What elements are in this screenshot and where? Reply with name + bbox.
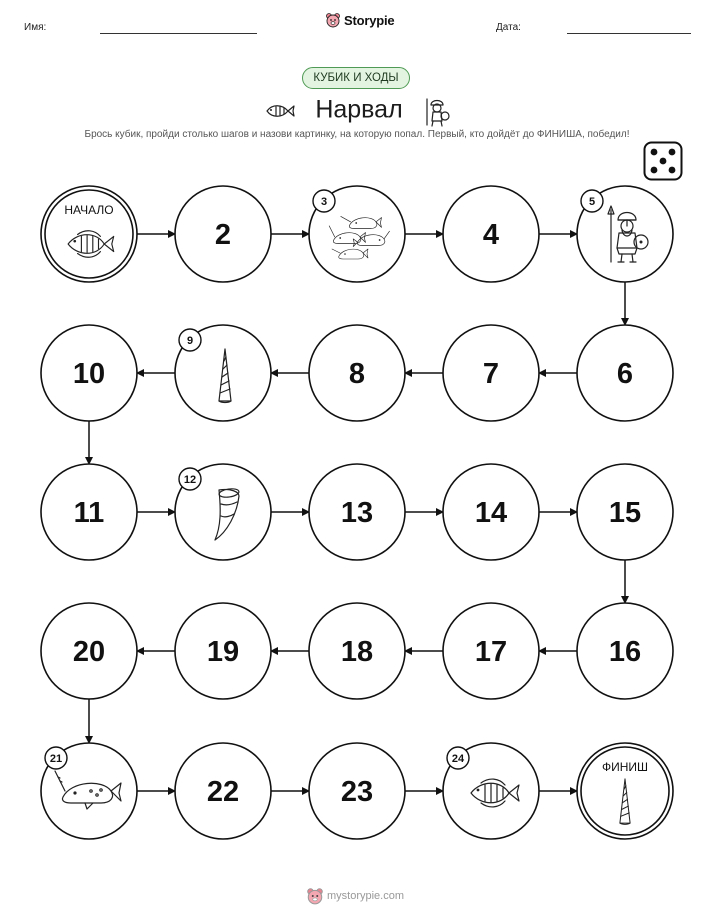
cell-number: 19 (206, 636, 240, 668)
cell-number: 17 (474, 636, 508, 668)
board-cell[interactable] (41, 325, 137, 421)
board-cell[interactable] (443, 743, 539, 839)
board-cell[interactable] (577, 325, 673, 421)
game-type-badge: КУБИК И ХОДЫ (302, 67, 410, 89)
cell-number: 16 (608, 636, 642, 668)
finish-label: ФИНИШ (601, 760, 649, 774)
cell-number: 3 (320, 196, 328, 208)
finish-cell[interactable] (577, 743, 673, 839)
board-cell[interactable] (577, 464, 673, 560)
cell-number: 18 (340, 636, 374, 668)
cell-number: 6 (616, 358, 634, 390)
board-cell[interactable] (41, 464, 137, 560)
board-cell[interactable] (175, 186, 271, 282)
instructions: Брось кубик, пройди столько шагов и назови картинку, на которую попал. Первый, кто дойдёт до ФИНИША, победил! (84, 129, 630, 140)
footer (306, 887, 404, 905)
board-cell[interactable] (175, 464, 271, 560)
board-cell[interactable] (309, 743, 405, 839)
board-cell[interactable] (443, 603, 539, 699)
cell-number: 12 (183, 474, 197, 486)
brand-name: Storypie (344, 12, 395, 28)
board-cell[interactable] (443, 186, 539, 282)
footer-url[interactable]: mystorypie.com (327, 890, 405, 902)
board-cell[interactable] (175, 743, 271, 839)
board-cell[interactable] (577, 186, 673, 282)
cell-number: 23 (340, 776, 374, 808)
cell-number: 7 (482, 358, 500, 390)
cell-number: 24 (451, 753, 465, 765)
board-cell[interactable] (309, 325, 405, 421)
cell-number: 8 (348, 358, 366, 390)
bear-icon (306, 887, 324, 905)
date-label: Дата: (496, 22, 521, 33)
cell-number: 4 (482, 219, 500, 251)
cell-number: 13 (340, 497, 374, 529)
start-label: НАЧАЛО (64, 203, 114, 217)
board-cell[interactable] (577, 603, 673, 699)
start-cell[interactable] (41, 186, 137, 282)
cell-number: 9 (186, 335, 194, 347)
cell-number: 14 (474, 497, 508, 529)
cell-number: 22 (206, 776, 240, 808)
board-cell[interactable] (41, 743, 137, 839)
board-cell[interactable] (309, 186, 405, 282)
name-label: Имя: (24, 22, 47, 33)
cell-number: 20 (72, 636, 106, 668)
board-cell[interactable] (309, 464, 405, 560)
cell-number: 2 (214, 219, 232, 251)
cell-number: 11 (73, 497, 105, 529)
board-cell[interactable] (41, 603, 137, 699)
board-cell[interactable] (443, 464, 539, 560)
cell-number: 5 (588, 196, 596, 208)
board-cell[interactable] (175, 325, 271, 421)
board-cell[interactable] (443, 325, 539, 421)
title-text: Нарвал (315, 95, 403, 124)
board-cell[interactable] (175, 603, 271, 699)
cell-number: 10 (72, 358, 106, 390)
cell-number: 15 (608, 497, 642, 529)
cell-number: 21 (49, 753, 63, 765)
board-cell[interactable] (309, 603, 405, 699)
